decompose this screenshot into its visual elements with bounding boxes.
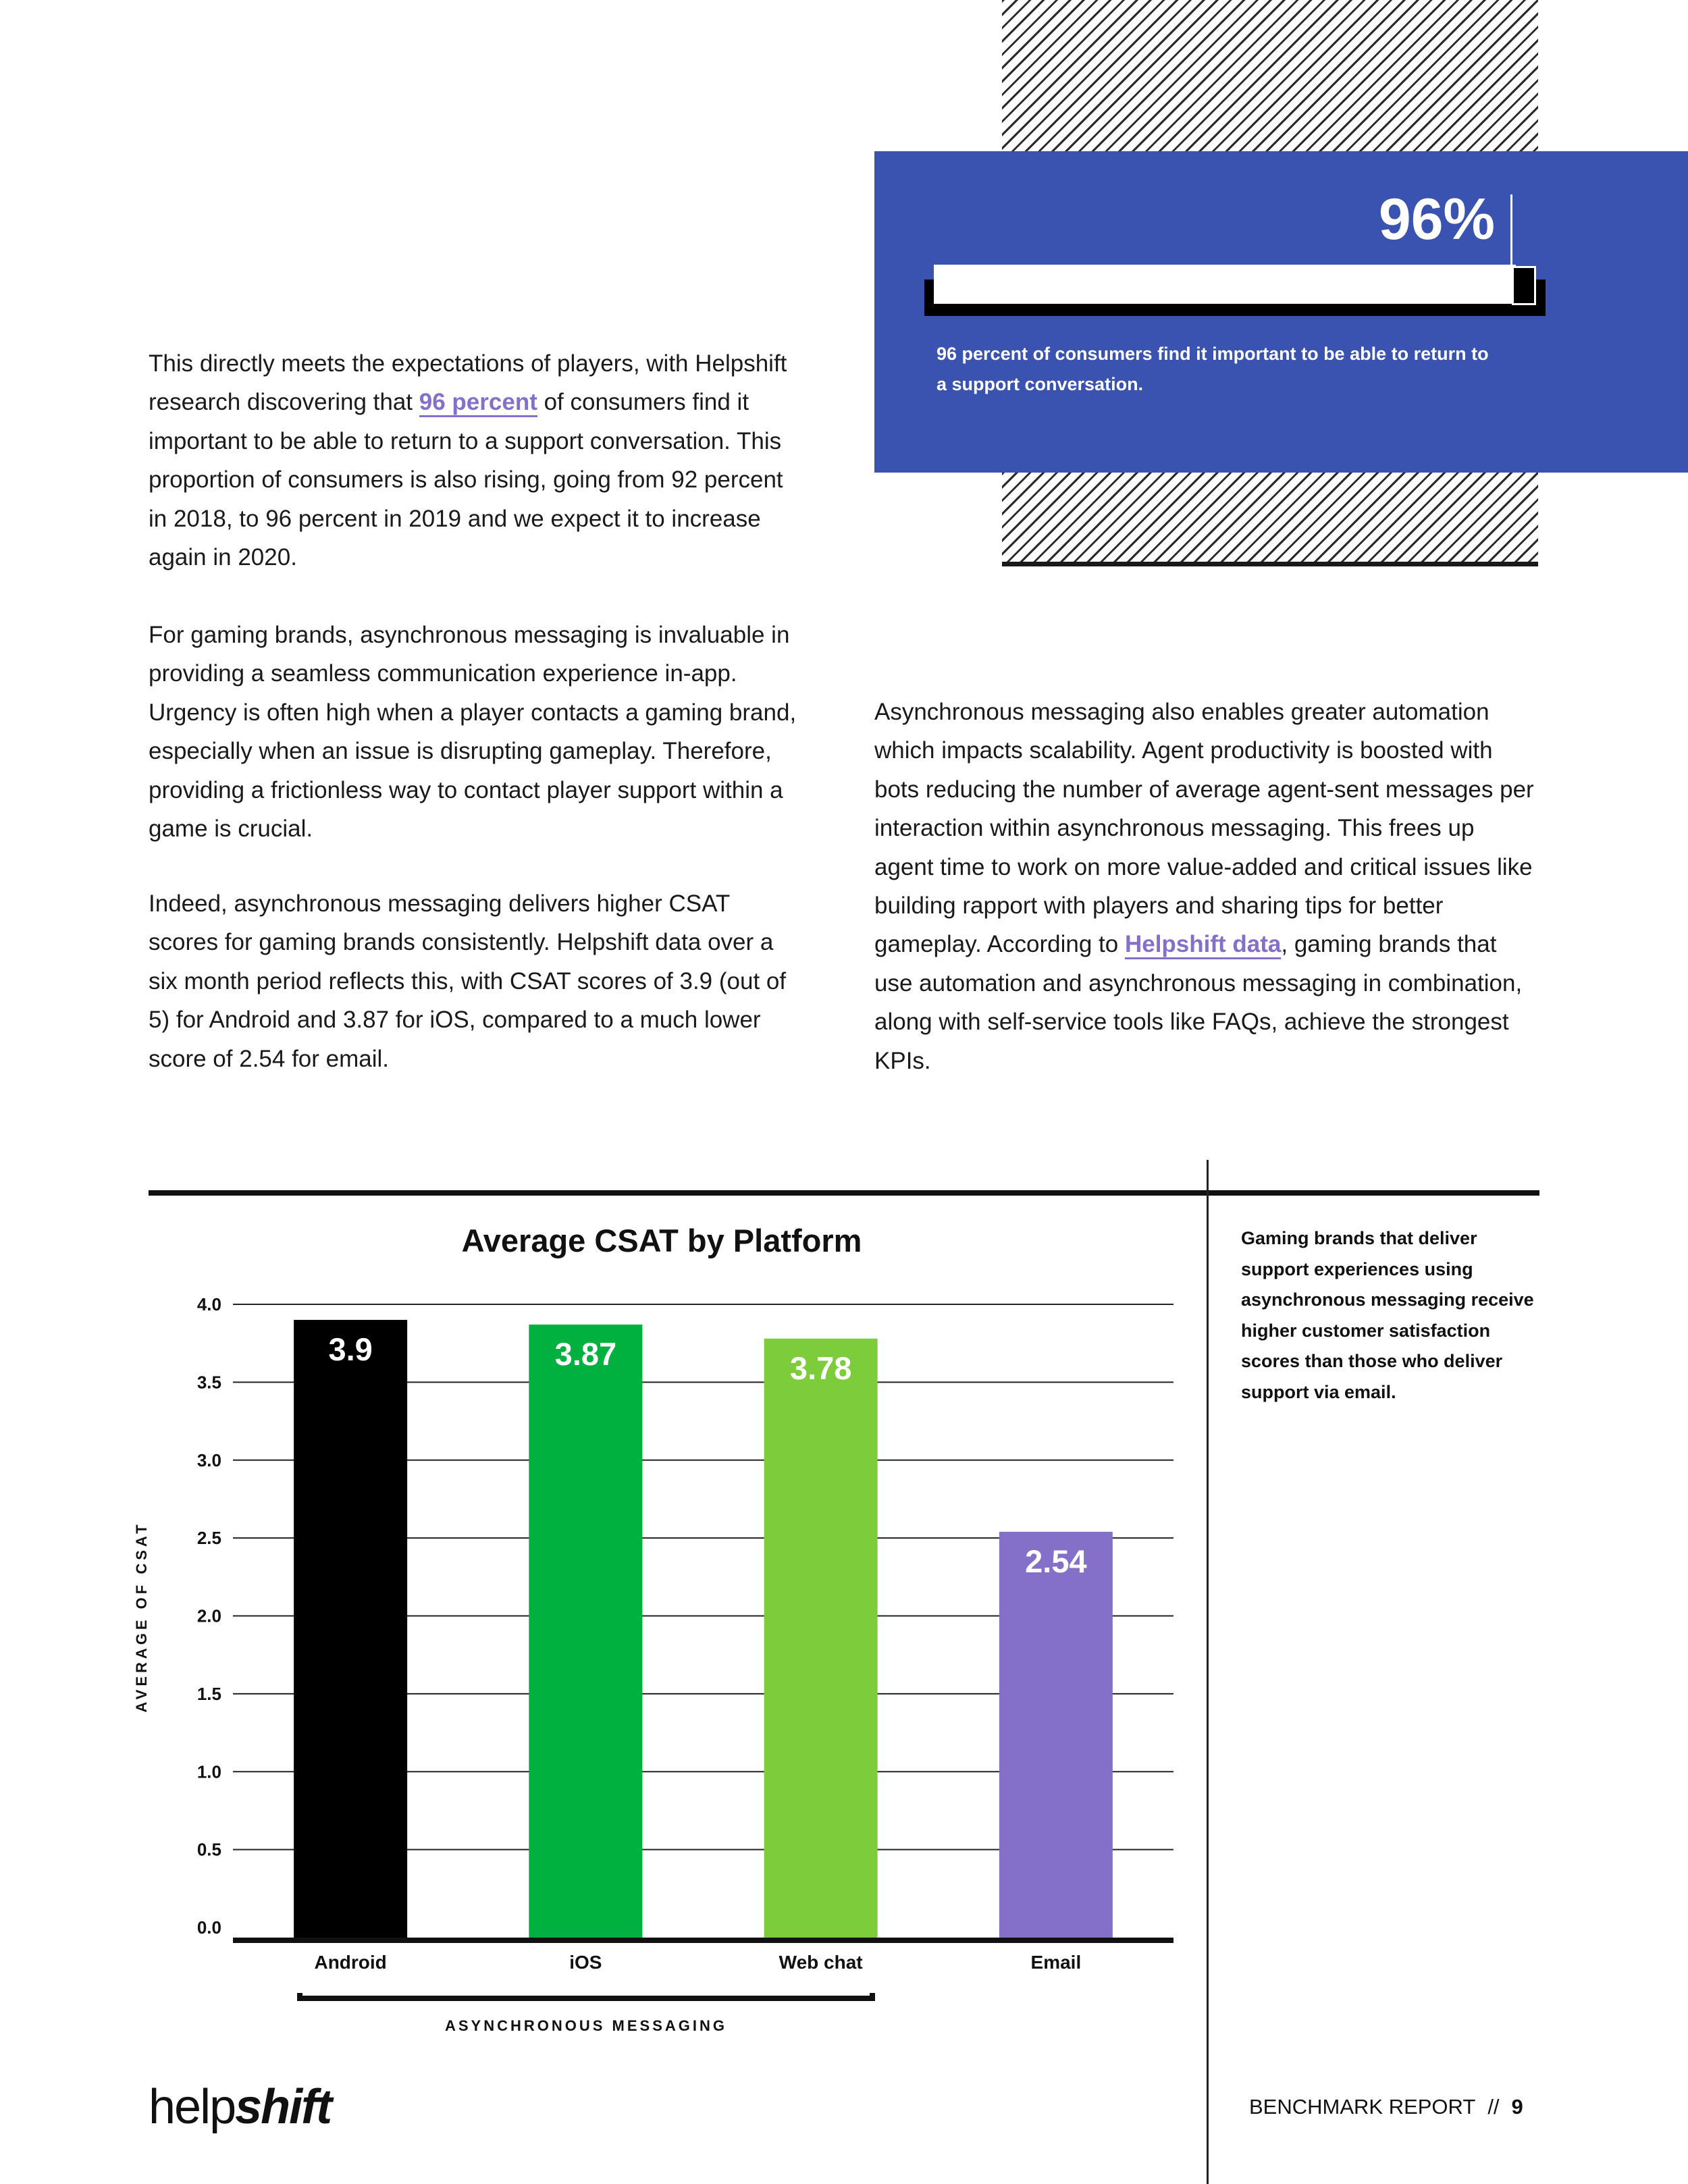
footer-label xyxy=(1249,2095,1523,2119)
y-tick-label: 3.5 xyxy=(196,1372,221,1393)
stat-value: 96% xyxy=(1378,187,1495,252)
y-tick-label: 2.5 xyxy=(196,1528,221,1549)
stat-caption: 96 percent of consumers find it important to be able to return to a support conversation. xyxy=(937,344,1489,394)
report-name: BENCHMARK REPORT xyxy=(1249,2095,1476,2119)
link-helpshift-data[interactable]: Helpshift data xyxy=(1125,931,1281,959)
bar-value-label: 2.54 xyxy=(1025,1543,1087,1579)
y-tick-label: 1.5 xyxy=(196,1683,221,1704)
y-tick-label: 1.0 xyxy=(196,1761,221,1782)
paragraph-text: Asynchronous messaging also enables greater automation which impacts scalability. Agent productivity is boosted with bots reducing the number of average agent-sent messages per interaction within asynchronous messaging. This frees up agent time to work on more value-added and critical issues like building rapport with players and sharing tips for better gameplay. According to xyxy=(874,699,1534,958)
paragraph-gaming-brands: For gaming brands, asynchronous messaging is invaluable in providing a seamless communication experience in-app. Urgency is often high when a player contacts a gaming brand, especially when an issue is disrupting gameplay. Therefore, providing a frictionless way to contact player support within a game is crucial. xyxy=(149,622,797,843)
y-tick-label: 4.0 xyxy=(196,1294,221,1314)
helpshift-logo xyxy=(149,2079,331,2135)
y-tick-label: 2.0 xyxy=(196,1605,221,1626)
bar-value-label: 3.9 xyxy=(328,1331,373,1368)
y-tick-label: 3.0 xyxy=(196,1449,221,1470)
chart-side-note: Gaming brands that deliver support experiences using asynchronous messaging receive higher customer satisfaction scores than those who deliver support via email. xyxy=(1241,1228,1534,1402)
x-tick-label: Android xyxy=(314,1952,387,1973)
y-tick-label: 0.5 xyxy=(196,1839,221,1860)
bracket-label: ASYNCHRONOUS MESSAGING xyxy=(444,2017,728,2034)
x-tick-label: Email xyxy=(1030,1952,1082,1973)
paragraph-text: This directly meets the expectations of players, with Helpshift research discovering that xyxy=(149,350,787,416)
bar-value-label: 3.78 xyxy=(789,1350,852,1386)
page-number: 9 xyxy=(1511,2095,1523,2119)
bar-ios xyxy=(529,1325,642,1938)
logo-text-light: help xyxy=(149,2080,236,2134)
async-messaging-bracket xyxy=(297,1993,875,2001)
bar-web-chat xyxy=(764,1339,878,1938)
x-tick-label: Web chat xyxy=(779,1952,863,1973)
bar-android xyxy=(294,1320,407,1938)
paragraph-text: of consumers find it important to be able to return to a support conversation. This proportion of consumers is also rising, going from 92 percent in 2018, to 96 percent in 2019 and we expect it to increase again in 2020. xyxy=(149,389,783,571)
link-96-percent[interactable]: 96 percent xyxy=(419,389,537,417)
paragraph-text: , gaming brands that use automation and asynchronous messaging in combination, along with self-service tools like FAQs, achieve the strongest KPIs. xyxy=(874,931,1523,1074)
y-axis-label: AVERAGE OF CSAT xyxy=(133,1521,150,1713)
paragraph-csat: Indeed, asynchronous messaging delivers higher CSAT scores for gaming brands consistently. Helpshift data over a six month period reflects this, with CSAT scores of 3.9 (out of 5) for Android and 3.87 for iOS, compared to a much lower score of 2.54 for email. xyxy=(149,890,787,1072)
chart-title: Average CSAT by Platform xyxy=(461,1223,862,1258)
footer-separator: // xyxy=(1487,2095,1500,2119)
logo-text-bold: shift xyxy=(235,2080,332,2134)
bar-email xyxy=(999,1532,1113,1938)
x-tick-label: iOS xyxy=(569,1952,602,1973)
bar-value-label: 3.87 xyxy=(554,1335,617,1372)
y-tick-label: 0.0 xyxy=(196,1917,221,1938)
